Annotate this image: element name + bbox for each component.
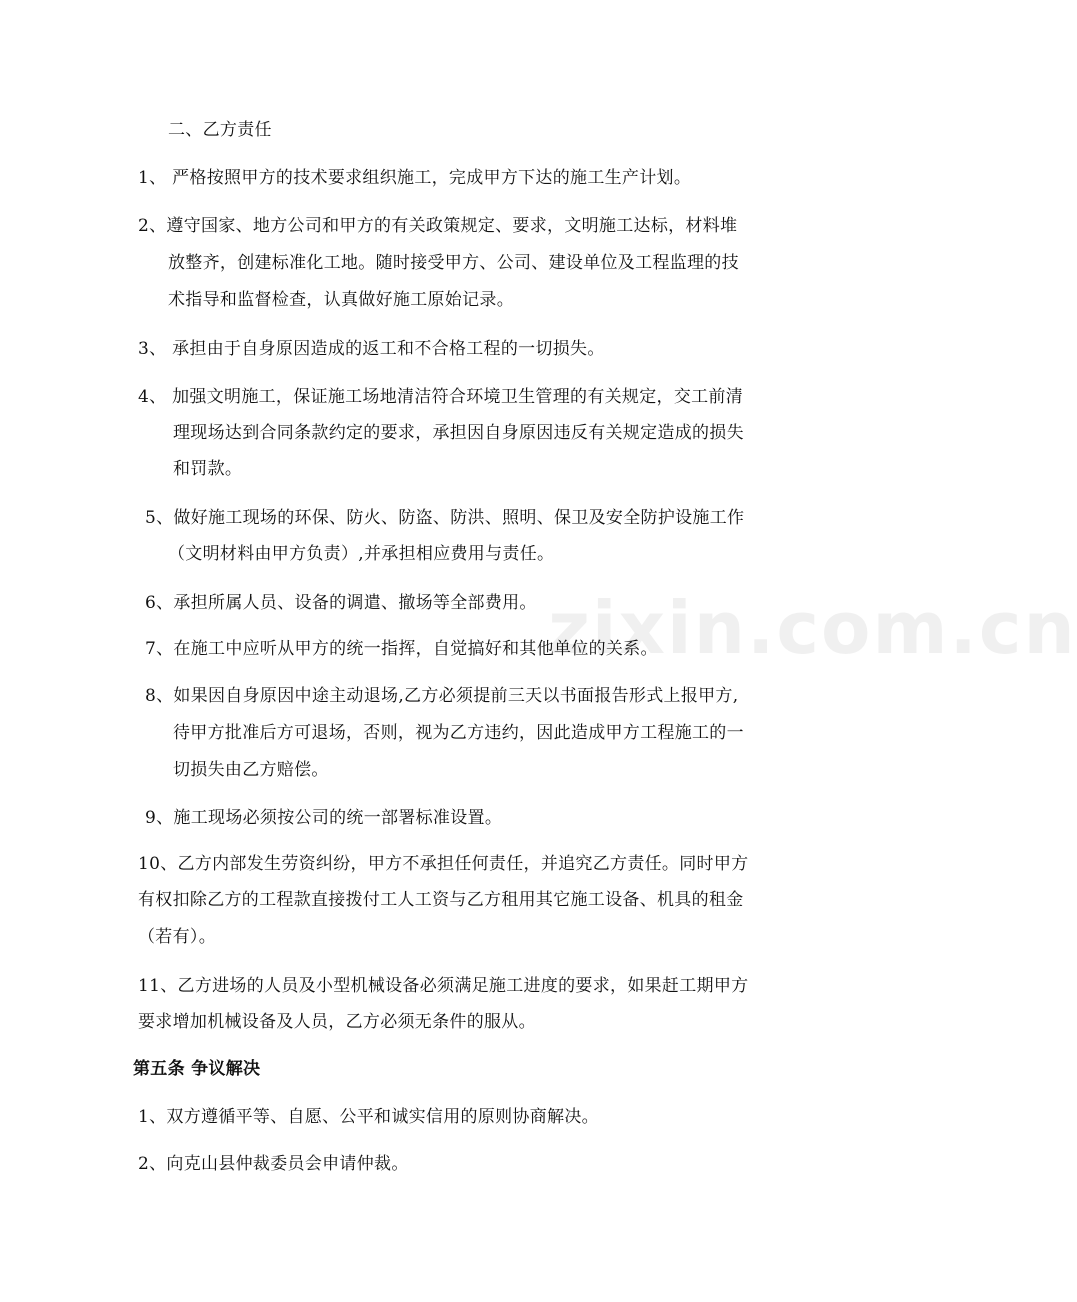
item-2-line-3: 术指导和监督检查，认真做好施工原始记录。	[168, 290, 514, 310]
item-11-line-2: 要求增加机械设备及人员，乙方必须无条件的服从。	[138, 1012, 536, 1032]
item-10-line-2: 有权扣除乙方的工程款直接拨付工人工资与乙方租用其它施工设备、机具的租金	[138, 890, 744, 910]
item-1-line-1: 1、 严格按照甲方的技术要求组织施工，完成甲方下达的施工生产计划。	[138, 168, 692, 188]
watermark: zixin.com.cn	[548, 586, 1077, 670]
item-10-line-3: （若有）。	[138, 927, 216, 947]
item-5-line-1: 5、做好施工现场的环保、防火、防盗、防洪、照明、保卫及安全防护设施工作	[145, 508, 745, 528]
item-10-line-1: 10、乙方内部发生劳资纠纷，甲方不承担任何责任，并追究乙方责任。同时甲方	[138, 854, 749, 874]
item-4-line-3: 和罚款。	[173, 459, 243, 479]
item-7-line-1: 7、在施工中应听从甲方的统一指挥，自觉搞好和其他单位的关系。	[145, 639, 658, 659]
article-item-1: 1、双方遵循平等、自愿、公平和诚实信用的原则协商解决。	[138, 1107, 599, 1127]
article-item-2: 2、向克山县仲裁委员会申请仲裁。	[138, 1154, 409, 1174]
item-8-line-2: 待甲方批准后方可退场，否则，视为乙方违约，因此造成甲方工程施工的一	[173, 723, 744, 743]
item-3-line-1: 3、 承担由于自身原因造成的返工和不合格工程的一切损失。	[138, 339, 605, 359]
section-heading: 二、乙方责任	[168, 120, 272, 140]
item-8-line-3: 切损失由乙方赔偿。	[173, 760, 329, 780]
item-9-line-1: 9、施工现场必须按公司的统一部署标准设置。	[145, 808, 503, 828]
item-4-line-2: 理现场达到合同条款约定的要求，承担因自身原因违反有关规定造成的损失	[173, 423, 744, 443]
item-8-line-1: 8、如果因自身原因中途主动退场,乙方必须提前三天以书面报告形式上报甲方,	[145, 686, 739, 706]
item-2-line-1: 2、遵守国家、地方公司和甲方的有关政策规定、要求，文明施工达标，材料堆	[138, 216, 738, 236]
item-2-line-2: 放整齐，创建标准化工地。随时接受甲方、公司、建设单位及工程监理的技	[168, 253, 739, 273]
item-4-line-1: 4、 加强文明施工，保证施工场地清洁符合环境卫生管理的有关规定，交工前清	[138, 387, 744, 407]
item-5-line-2: （文明材料由甲方负责）,并承担相应费用与责任。	[168, 544, 555, 564]
item-11-line-1: 11、乙方进场的人员及小型机械设备必须满足施工进度的要求，如果赶工期甲方	[138, 976, 749, 996]
item-6-line-1: 6、承担所属人员、设备的调遣、撤场等全部费用。	[145, 593, 537, 613]
article-heading: 第五条 争议解决	[133, 1059, 261, 1079]
